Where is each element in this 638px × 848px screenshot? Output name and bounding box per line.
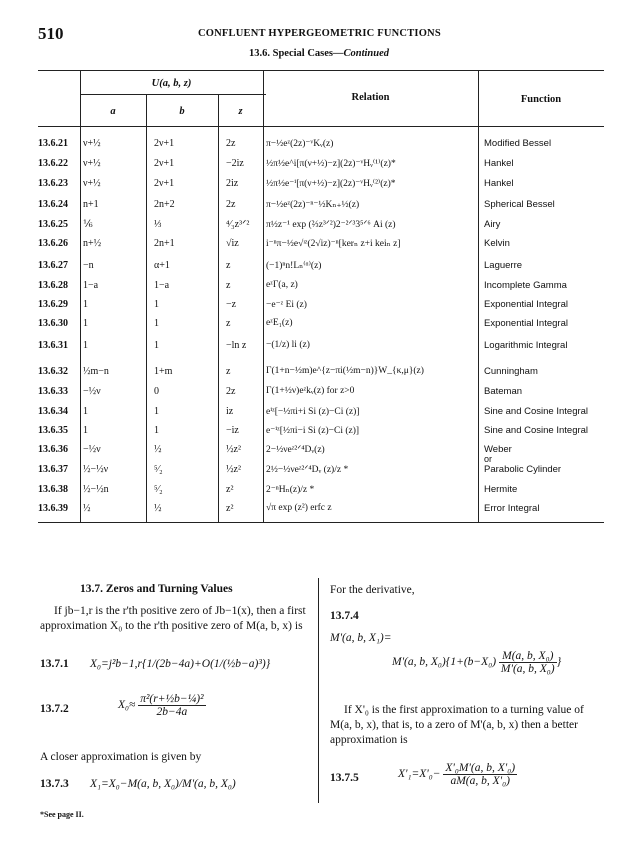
cell-fn: Incomplete Gamma [484,280,567,291]
cell-a: ⅙ [83,219,93,230]
cell-b: 1 [154,299,159,310]
cell-no: 13.6.37 [38,464,68,475]
cell-rel: −(1/z) li (z) [266,340,310,350]
table-bottom-rule [38,522,604,523]
weber-or: or [484,454,493,464]
cell-z: 2iz [226,178,239,189]
cell-z: z [226,260,231,271]
header-a: a [110,106,116,117]
cell-b: 2ν+1 [154,138,175,149]
cell-fn: Bateman [484,386,523,397]
cell-fn: Logarithmic Integral [484,340,568,351]
cell-a: n+½ [83,238,102,249]
cell-fn: Hankel [484,178,514,189]
cell-fn: Weber [484,444,512,455]
cell-no: 13.6.31 [38,340,68,351]
cell-a: ν+½ [83,178,101,189]
cell-z: √iz [226,238,239,249]
cell-a: 1 [83,318,88,329]
cell-a: 1 [83,340,88,351]
cell-no: 13.6.38 [38,484,68,495]
cell-no: 13.6.21 [38,138,68,149]
eq-13-7-3: X₁=X₀−M(a, b, X₀)/M'(a, b, X₀) [90,778,236,790]
cell-a: ν+½ [83,158,101,169]
cell-fn: Exponential Integral [484,299,568,310]
section-title-zeros: 13.7. Zeros and Turning Values [80,583,233,595]
eq-13-7-5 [398,762,517,787]
running-head: CONFLUENT HYPERGEOMETRIC FUNCTIONS [198,28,441,39]
cell-rel: 2⁻ⁿHₙ(z)/z * [266,485,315,495]
cell-no: 13.6.28 [38,280,68,291]
eq-13-7-4-denominator: M'(a, b, X₀) [500,663,555,675]
cell-z: ½z² [226,444,241,455]
cell-rel: √π exp (z²) erfc z [266,503,332,513]
cell-fn: Hermite [484,484,518,495]
cell-rel: −e⁻ᶻ Ei (z) [266,300,307,310]
eq-13-7-1: X₀=j²b−1,r{1/(2b−4a)+O(1/(½b−a)³)} [90,658,271,670]
cell-z: −z [226,299,237,310]
cell-rel: ½π½e^i[π(ν+½)−z](2z)⁻ᵛHᵥ⁽¹⁾(z)* [266,159,396,169]
cell-no: 13.6.39 [38,503,68,514]
eq-13-7-2-denominator: 2b−4a [156,706,188,718]
cell-z: 2z [226,138,236,149]
cell-b: 2n+1 [154,238,175,249]
cell-a: 1 [83,425,88,436]
eq-13-7-4-line-1: M'(a, b, X₁)= [330,632,392,644]
cell-z: −iz [226,425,239,436]
eq-13-7-4-end: } [556,656,562,669]
cell-rel: π−½eᶻ(2z)⁻ᵛKᵥ(z) [266,139,334,149]
cell-no: 13.6.34 [38,406,68,417]
cell-no: 13.6.33 [38,386,68,397]
cell-a: ½ [83,503,91,514]
eq-13-7-5-denominator: aM(a, b, X'₀) [450,775,510,787]
cell-z: z [226,280,231,291]
cell-b: 1 [154,425,159,436]
column-divider [318,578,319,803]
subheading-title: 13.6. Special Cases [248,48,333,59]
left-paragraph-2: A closer approximation is given by [40,751,202,763]
cell-b: 1+m [154,366,173,377]
cell-rel: eᶻΓ(a, z) [266,280,298,290]
cell-b: 2ν+1 [154,158,175,169]
eq-13-7-1-number: 13.7.1 [40,658,69,670]
table-vrule-1 [80,70,81,522]
eq-13-7-4-fraction [499,650,557,675]
special-cases-table [38,70,604,530]
cell-fn: Sine and Cosine Integral [484,425,589,436]
cell-a: ½−½n [83,484,109,495]
cell-z: −2iz [226,158,244,169]
eq-13-7-5-number: 13.7.5 [330,772,359,784]
cell-fn: Kelvin [484,238,510,249]
cell-fn: Error Integral [484,503,540,514]
table-vrule-4 [263,70,264,522]
cell-no: 13.6.22 [38,158,68,169]
cell-no: 13.6.25 [38,219,68,230]
table-vrule-5 [478,70,479,522]
eq-13-7-4-line-2 [392,650,561,675]
cell-fn: Spherical Bessel [484,199,555,210]
header-function: Function [520,94,562,105]
table-vrule-3 [218,94,219,522]
cell-no: 13.6.36 [38,444,68,455]
cell-a: 1 [83,406,88,417]
cell-b: α+1 [154,260,170,271]
cell-fn: Cunningham [484,366,538,377]
cell-fn: Exponential Integral [484,318,568,329]
eq-13-7-2-number: 13.7.2 [40,703,69,715]
header-b: b [179,106,185,117]
cell-no: 13.6.27 [38,260,68,271]
cell-b: ⁵⁄₂ [154,484,163,495]
table-header-rule [38,126,604,127]
table-vrule-2 [146,94,147,522]
cell-rel: Γ(1+½ν)eᶻkᵥ(z) for z>0 [266,386,355,396]
cell-b: 1 [154,318,159,329]
cell-z: iz [226,406,234,417]
cell-no: 13.6.30 [38,318,68,329]
eq-13-7-4-body: M'(a, b, X₀){1+(b−X₀) [392,656,497,669]
cell-b: 2ν+1 [154,178,175,189]
eq-13-7-5-numerator: X'₀M'(a, b, X'₀) [445,762,516,774]
cell-no: 13.6.32 [38,366,68,377]
cell-z: z [226,366,231,377]
cell-rel: (−1)ⁿn!Lₙ⁽ᵅ⁾(z) [266,261,322,271]
eq-13-7-5-lhs: X'₁=X'₀− [398,768,441,781]
cell-no: 13.6.26 [38,238,68,249]
cell-b: ⅓ [154,219,162,230]
cell-b: 2n+2 [154,199,175,210]
eq-13-7-5-fraction [443,762,517,787]
cell-z: 2z [226,386,236,397]
cell-b: 1 [154,340,159,351]
eq-13-7-2-lhs: X₀≈ [118,699,136,712]
cell-rel: i⁻ⁿπ−½e√ᶦᶻ(2√iz)⁻ⁿ[kerₙ z+i keiₙ z] [266,239,401,249]
eq-13-7-3-number: 13.7.3 [40,778,69,790]
cell-rel: Γ(1+n−½m)e^{z−πi(½m−n)}W_{κ,μ}(z) [266,366,424,376]
cell-a: −½ν [83,444,101,455]
cell-a: 1 [83,299,88,310]
cell-fn: Parabolic Cylinder [484,464,562,475]
cell-z: z² [226,503,234,514]
cell-rel: 2½−½νeᶻ²ᐟ⁴Dᵥ (z)/z * [266,465,349,475]
cell-rel: 2−½νeᶻ²ᐟ⁴Dᵥ(z) [266,445,325,455]
cell-b: 0 [154,386,159,397]
cell-a: ½−½ν [83,464,109,475]
page-number: 510 [38,24,64,43]
cell-z: ⁴⁄₃z³ᐟ² [226,219,250,230]
cell-no: 13.6.29 [38,299,68,310]
cell-no: 13.6.23 [38,178,68,189]
cell-a: ν+½ [83,138,101,149]
section-subheading [0,48,638,59]
footnote: *See page II. [40,810,84,819]
cell-no: 13.6.24 [38,199,68,210]
cell-fn: Sine and Cosine Integral [484,406,589,417]
cell-a: −½ν [83,386,101,397]
cell-rel: eⁱᶻ[−½πi+i Si (z)−Ci (z)] [266,407,360,417]
cell-z: −ln z [226,340,247,351]
cell-z: 2z [226,199,236,210]
eq-13-7-2 [118,693,206,718]
eq-13-7-2-fraction [138,693,205,718]
cell-rel: π½z⁻¹ exp (⅔z³ᐟ²)2⁻²ᐟ³3⁵ᐟ⁶ Ai (z) [266,220,396,230]
cell-b: 1 [154,406,159,417]
cell-fn: Airy [484,219,501,230]
table-subheader-rule [80,94,266,95]
left-paragraph-1: If jb−1,r is the r'th positive zero of Jb−1(x), then a first approximation X₀ to the r'th positive zero of M(a, b, x) is [40,605,306,632]
cell-rel: eᶻE₁(z) [266,318,293,328]
cell-a: n+1 [83,199,99,210]
right-paragraph-1: For the derivative, [330,584,415,596]
cell-b: ½ [154,444,162,455]
table-top-rule [38,70,604,71]
cell-b: 1−a [154,280,170,291]
cell-a: −n [83,260,94,271]
cell-z: z [226,318,231,329]
cell-rel: ½π½e⁻ⁱ[π(ν+½)−z](2z)⁻ᵛHᵥ⁽²⁾(z)* [266,179,396,189]
cell-z: ½z² [226,464,241,475]
eq-13-7-2-numerator: π²(r+½b−¼)² [140,693,204,705]
cell-fn: Hankel [484,158,514,169]
cell-a: ½m−n [83,366,109,377]
right-paragraph-2: If X'₀ is the first approximation to a turning value of M(a, b, x), that is, to a zero of M'(a, b, x) then a better approximation is [330,704,584,746]
header-z: z [238,106,243,117]
cell-fn: Laguerre [484,260,523,271]
header-relation: Relation [351,92,390,103]
cell-z: z² [226,484,234,495]
header-u-group: U(a, b, z) [151,78,192,89]
cell-rel: e⁻ⁱᶻ[½πi−i Si (z)−Ci (z)] [266,426,360,436]
cell-no: 13.6.35 [38,425,68,436]
cell-rel: π−½eᶻ(2z)⁻ⁿ⁻½Kₙ₊½(z) [266,200,360,210]
cell-b: ⁵⁄₂ [154,464,163,475]
cell-b: ½ [154,503,162,514]
subheading-continued: —Continued [332,48,390,59]
eq-13-7-4-numerator: M(a, b, X₀) [499,650,557,663]
eq-13-7-4-number: 13.7.4 [330,610,359,622]
cell-a: 1−a [83,280,99,291]
cell-fn: Modified Bessel [484,138,552,149]
